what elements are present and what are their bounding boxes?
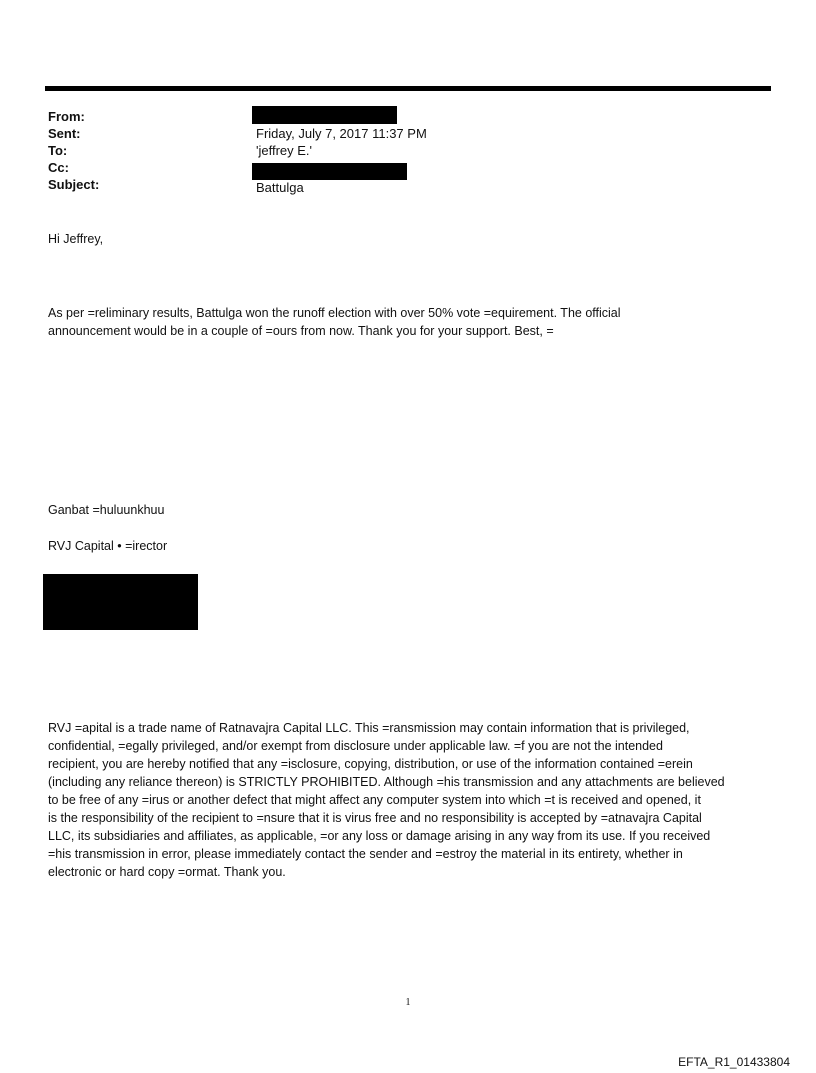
header-rule	[45, 86, 771, 91]
disclaimer-line: recipient, you are hereby notified that any =isclosure, copying, distribution, or use of the information contained =erein	[48, 757, 693, 771]
disclaimer-line: confidential, =egally privileged, and/or exempt from disclosure under applicable law. =f you are not the intended	[48, 739, 663, 753]
cc-label: Cc:	[48, 160, 69, 175]
sent-label: Sent:	[48, 126, 81, 141]
disclaimer-line: LLC, its subsidiaries and affiliates, as applicable, =or any loss or damage arising in any way from its use. If you received	[48, 829, 711, 843]
disclaimer-line: electronic or hard copy =ormat. Thank you.	[48, 865, 286, 879]
to-value: 'jeffrey E.'	[256, 143, 313, 158]
disclaimer-line: is the responsibility of the recipient to =nsure that it is virus free and no responsibility is accepted by =atnavajra Capital	[48, 811, 702, 825]
disclaimer-line: =his transmission in error, please immediately contact the sender and =estroy the material in its entirety, whether in	[48, 847, 683, 861]
disclaimer-line: (including any reliance thereon) is STRICTLY PROHIBITED. Although =his transmission and any attachments are believed	[48, 775, 725, 789]
document-id: EFTA_R1_01433804	[678, 1055, 790, 1069]
body-line-2: announcement would be in a couple of =ours from now. Thank you for your support. Best, =	[48, 324, 554, 338]
body-line-1: As per =reliminary results, Battulga won the runoff election with over 50% vote =equirement. The official	[48, 306, 621, 320]
disclaimer	[48, 719, 778, 881]
sent-value: Friday, July 7, 2017 11:37 PM	[256, 126, 427, 141]
page-number: 1	[405, 997, 411, 1008]
to-label: To:	[48, 143, 68, 158]
signature-title: RVJ Capital • =irector	[48, 539, 168, 553]
from-label: From:	[48, 109, 85, 124]
subject-label: Subject:	[48, 177, 100, 192]
disclaimer-line: to be free of any =irus or another defect that might affect any computer system into which =t is received and opened, it	[48, 793, 701, 807]
subject-value: Battulga	[256, 180, 304, 195]
greeting: Hi Jeffrey,	[48, 232, 104, 246]
signature-redaction	[43, 574, 198, 630]
from-redaction	[252, 106, 397, 124]
disclaimer-line: RVJ =apital is a trade name of Ratnavajra Capital LLC. This =ransmission may contain information that is privileged,	[48, 721, 690, 735]
cc-redaction	[252, 163, 407, 180]
signature-name: Ganbat =huluunkhuu	[48, 503, 165, 517]
